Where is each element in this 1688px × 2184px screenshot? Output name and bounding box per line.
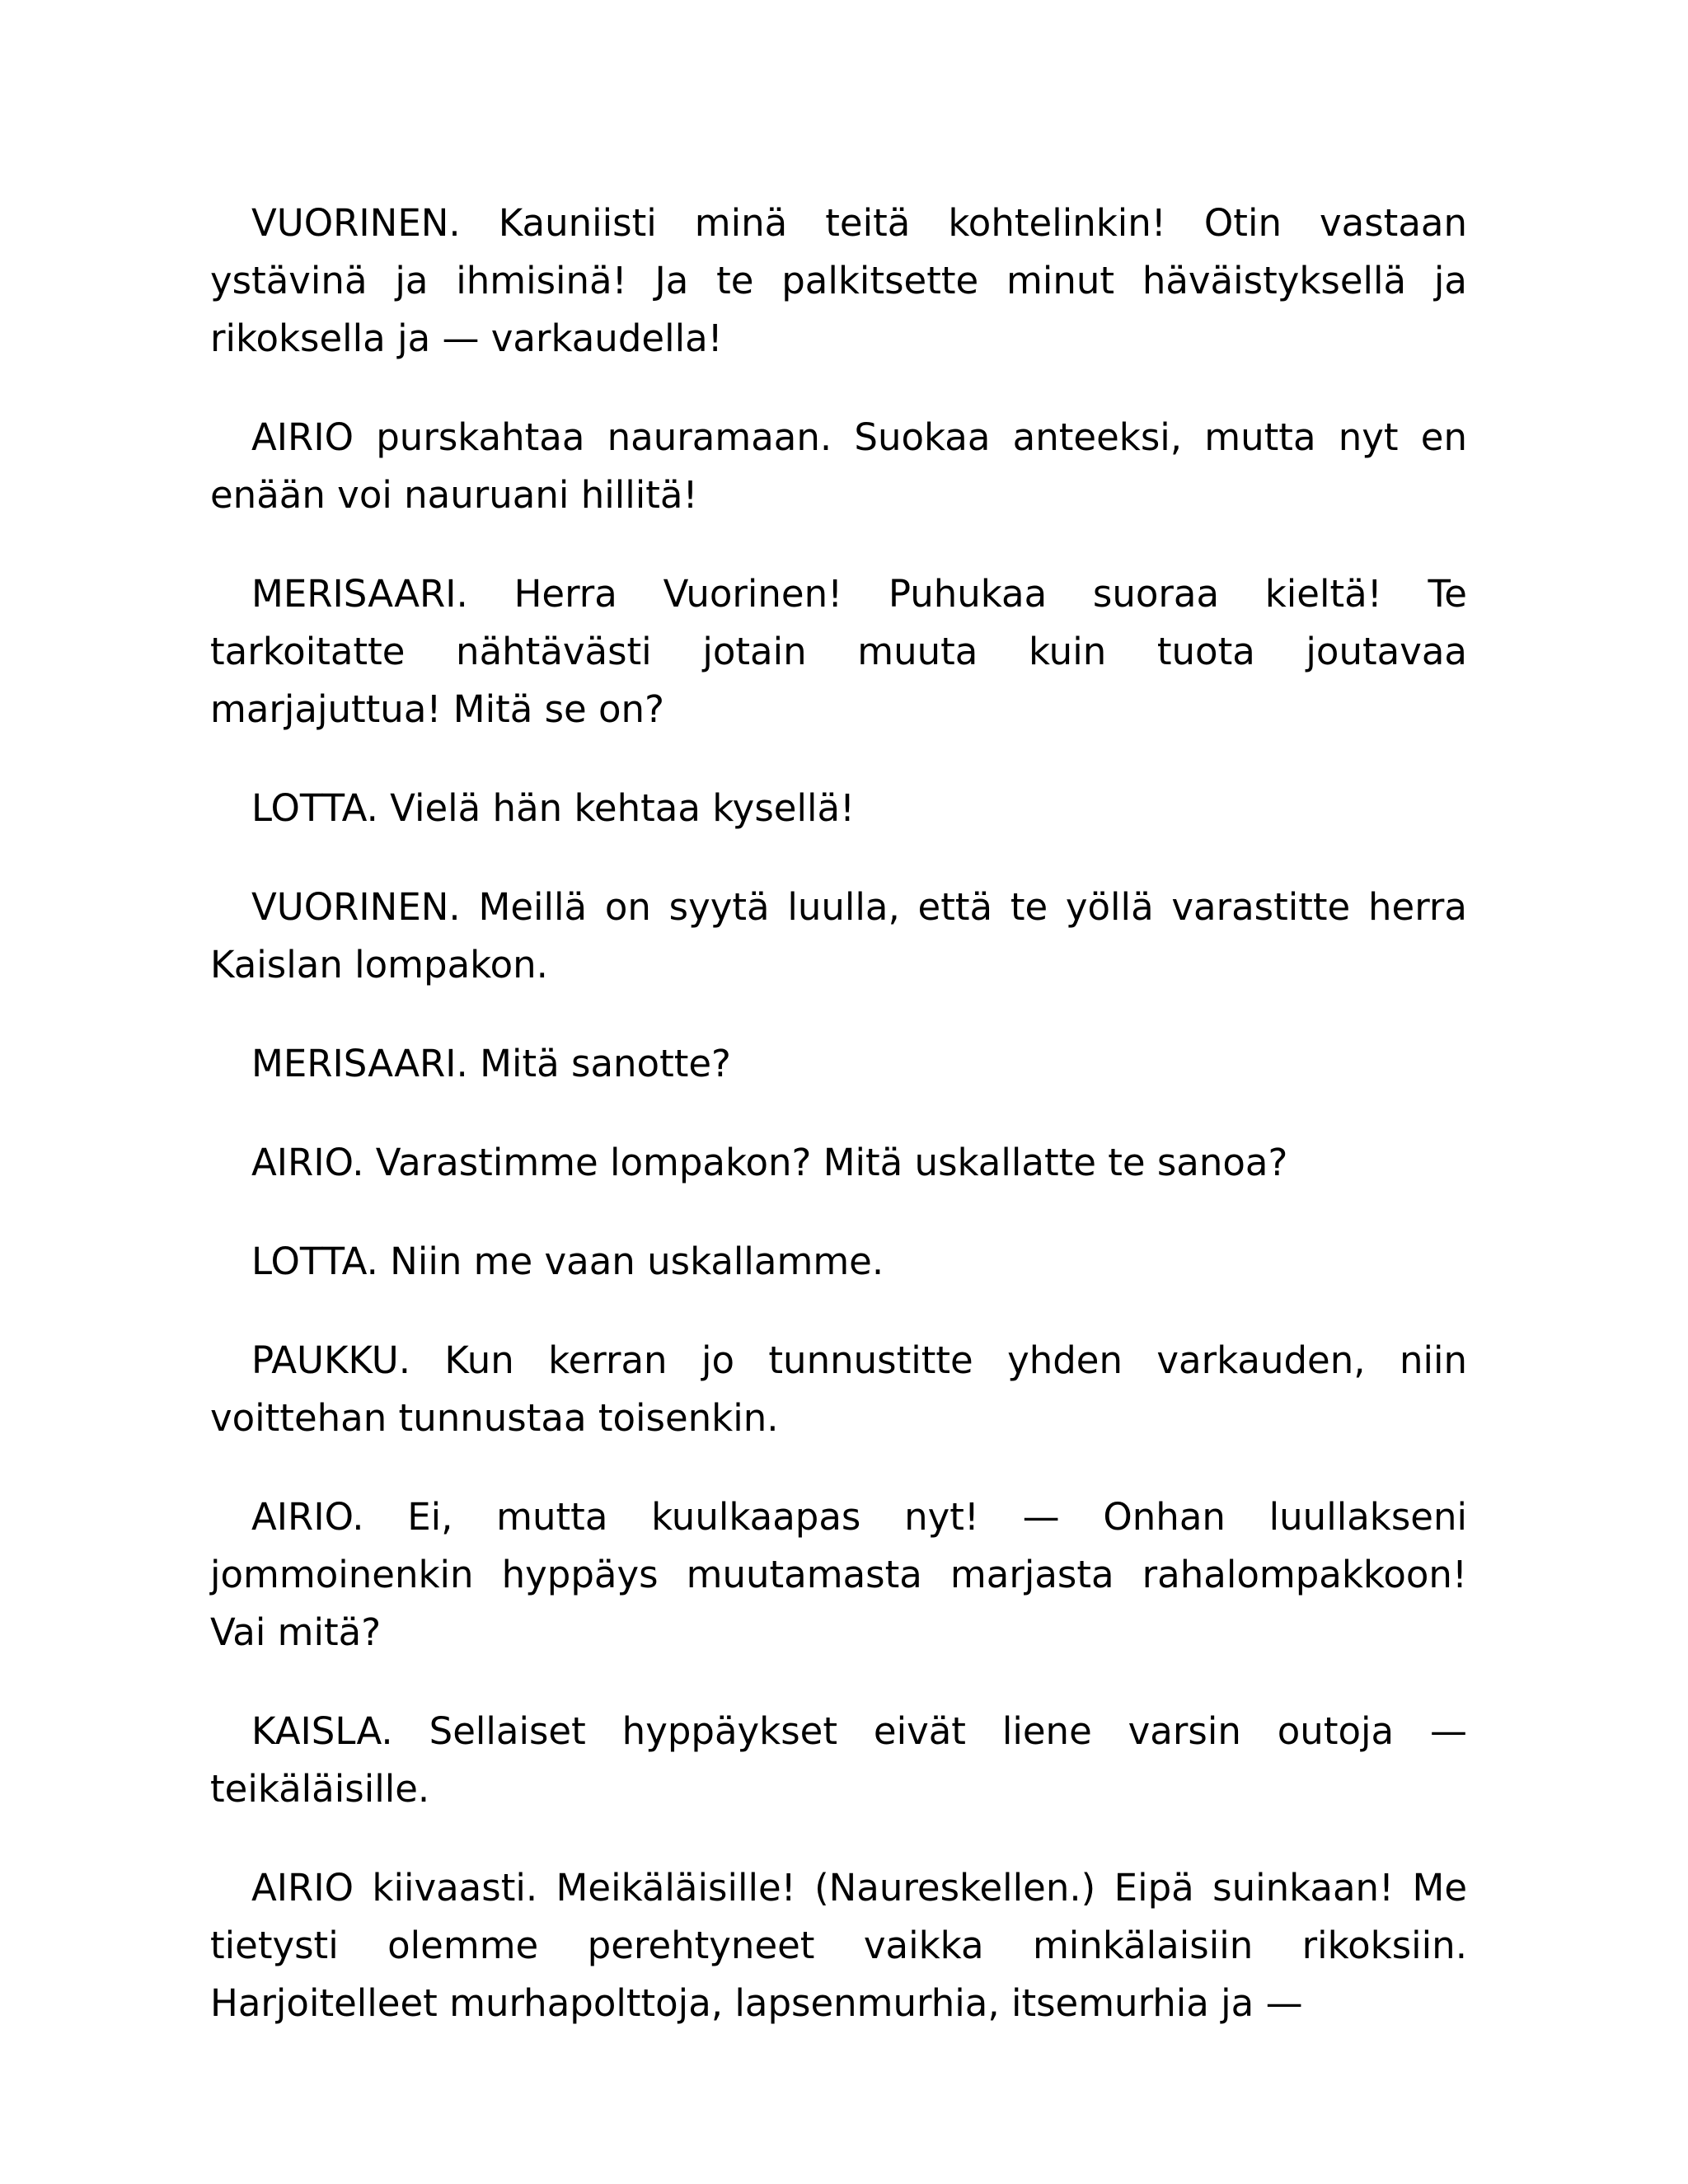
- dialogue-paragraph: VUORINEN. Meillä on syytä luulla, että te yöllä varastitte herra Kaislan lompakon.: [210, 885, 1467, 987]
- dialogue-paragraph: KAISLA. Sellaiset hyppäykset eivät liene varsin outoja — teikäläisille.: [210, 1709, 1467, 1811]
- dialogue-paragraph: AIRIO purskahtaa nauramaan. Suokaa anteeksi, mutta nyt en enään voi nauruani hillitä!: [210, 415, 1467, 517]
- dialogue-paragraph: MERISAARI. Herra Vuorinen! Puhukaa suoraa kieltä! Te tarkoitatte nähtävästi jotain muuta kuin tuota joutavaa marjajuttua! Mitä se on?: [210, 572, 1467, 731]
- dialogue-paragraph: AIRIO. Ei, mutta kuulkaapas nyt! — Onhan luullakseni jommoinenkin hyppäys muutamasta marjasta rahalompakkoon! Vai mitä?: [210, 1495, 1467, 1654]
- dialogue-paragraph: PAUKKU. Kun kerran jo tunnustitte yhden varkauden, niin voittehan tunnustaa toisenkin.: [210, 1338, 1467, 1440]
- dialogue-paragraph: LOTTA. Vielä hän kehtaa kysellä!: [251, 786, 856, 830]
- dialogue-paragraph: LOTTA. Niin me vaan uskallamme.: [251, 1240, 884, 1283]
- dialogue-paragraph: MERISAARI. Mitä sanotte?: [251, 1042, 731, 1085]
- dialogue-paragraph: AIRIO kiivaasti. Meikäläisille! (Naureskellen.) Eipä suinkaan! Me tietysti olemme perehtyneet vaikka minkälaisiin rikoksiin. Harjoitelleet murhapolttoja, lapsenmurhia, itsemurhia ja —: [210, 1866, 1467, 2025]
- dialogue-paragraph: AIRIO. Varastimme lompakon? Mitä uskallatte te sanoa?: [251, 1141, 1288, 1184]
- dialogue-paragraph: VUORINEN. Kauniisti minä teitä kohtelinkin! Otin vastaan ystävinä ja ihmisinä! Ja te palkitsette minut häväistyksellä ja rikoksella ja — varkaudella!: [210, 201, 1467, 360]
- document-page: [210, 194, 1467, 2074]
